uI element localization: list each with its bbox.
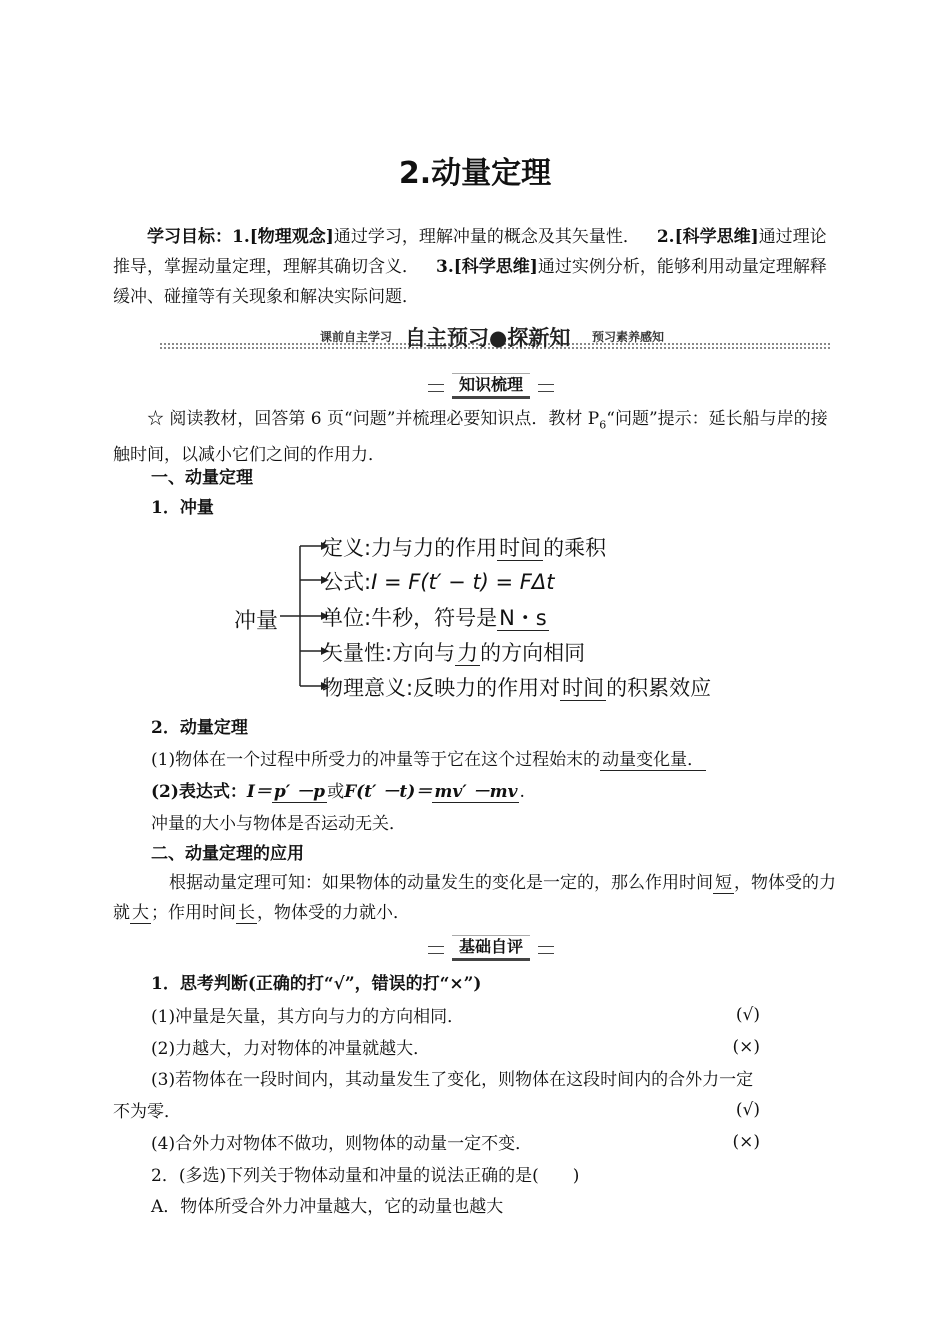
diagram-root: 冲量	[234, 609, 279, 634]
judgment-2: (2)力越大，力对物体的冲量就越大．	[151, 1039, 431, 1059]
subsection-impulse: 1．冲量	[151, 498, 214, 518]
q2-option-a: A．物体所受合外力冲量越大，它的动量也越大	[151, 1197, 504, 1217]
judgment-4: (4)合外力对物体不做功，则物体的动量一定不变．	[151, 1134, 533, 1154]
q2-title: 2．(多选)下列关于物体动量和冲量的说法正确的是( )	[151, 1166, 580, 1186]
page-title: 2.动量定理	[398, 156, 552, 191]
diagram-meaning: 物理意义:反映力的作用对时间的积累效应	[322, 676, 712, 700]
reading-prompt: ☆ 阅读教材，回答第 6 页“问题”并梳理必要知识点．教材 $P_6“$问题”提示：延长船与岸的接触时间，以减小它们之间的作用力．	[113, 409, 828, 466]
objective-2-text: 通过理论推导，掌握动量定理，理解其确切含义．	[113, 227, 827, 277]
section-1-heading: 一、动量定理	[151, 468, 253, 488]
impulse-diagram	[225, 530, 765, 705]
q1-title: 1．思考判断(正确的打“√”，错误的打“×”)	[151, 974, 482, 994]
objectives-label: 学习目标：	[147, 227, 232, 247]
judgment-3-mark: (√)	[735, 1100, 760, 1120]
tag-basic: 基础自评	[428, 936, 554, 958]
judgment-3: (3)若物体在一段时间内，其动量发生了变化，则物体在这段时间内的合外力一定	[151, 1070, 754, 1090]
impulse-note: 冲量的大小与物体是否运动无关．	[151, 814, 406, 834]
objective-1-text: 通过学习，理解冲量的概念及其矢量性．	[333, 227, 640, 247]
diagram-definition: 定义:力与力的作用时间的乘积	[322, 536, 607, 560]
theorem-expression: (2)表达式：I＝ p′ －p 或F(t′ －t)＝ mv′ －mv .	[151, 782, 525, 802]
tag-knowledge: 知识梳理	[428, 374, 554, 396]
diagram-formula: 公式:I = F(t′ − t) = FΔt	[322, 570, 555, 594]
banner-left: 课前自主学习	[320, 330, 393, 344]
section-2-heading: 二、动量定理的应用	[151, 844, 304, 864]
application-paragraph: 根据动量定理可知：如果物体的动量发生的变化是一定的，那么作用时间 短 ，物体受的力就 大 ；作用时间 长 ，物体受的力就小．	[113, 873, 836, 923]
objective-1-tag: 1.[物理观念]	[232, 227, 334, 247]
judgment-3-cont: 不为零．	[113, 1102, 181, 1122]
judgment-1: (1)冲量是矢量，其方向与力的方向相同．	[151, 1007, 465, 1027]
objective-2-tag: 2.[科学思维]	[656, 227, 759, 247]
section-banner	[160, 323, 830, 353]
judgment-2-mark: (×)	[732, 1037, 760, 1057]
diagram-unit: 单位:牛秒，符号是N・s	[322, 606, 547, 630]
judgment-1-mark: (√)	[735, 1005, 760, 1025]
theorem-statement: (1)物体在一个过程中所受力的冲量等于它在这个过程始末的 动量变化量．	[151, 750, 705, 770]
judgment-4-mark: (×)	[732, 1132, 760, 1152]
learning-objectives	[113, 222, 837, 312]
banner-right: 预习素养感知	[592, 330, 665, 344]
objective-3-text: 通过实例分析，能够利用动量定理解释缓冲、碰撞等有关现象和解决实际问题．	[113, 257, 827, 307]
subsection-theorem: 2．动量定理	[151, 718, 248, 738]
banner-center: 自主预习●探新知	[405, 326, 571, 350]
diagram-vector: 矢量性:方向与力的方向相同	[322, 641, 586, 665]
objective-3-tag: 3.[科学思维]	[436, 257, 538, 277]
